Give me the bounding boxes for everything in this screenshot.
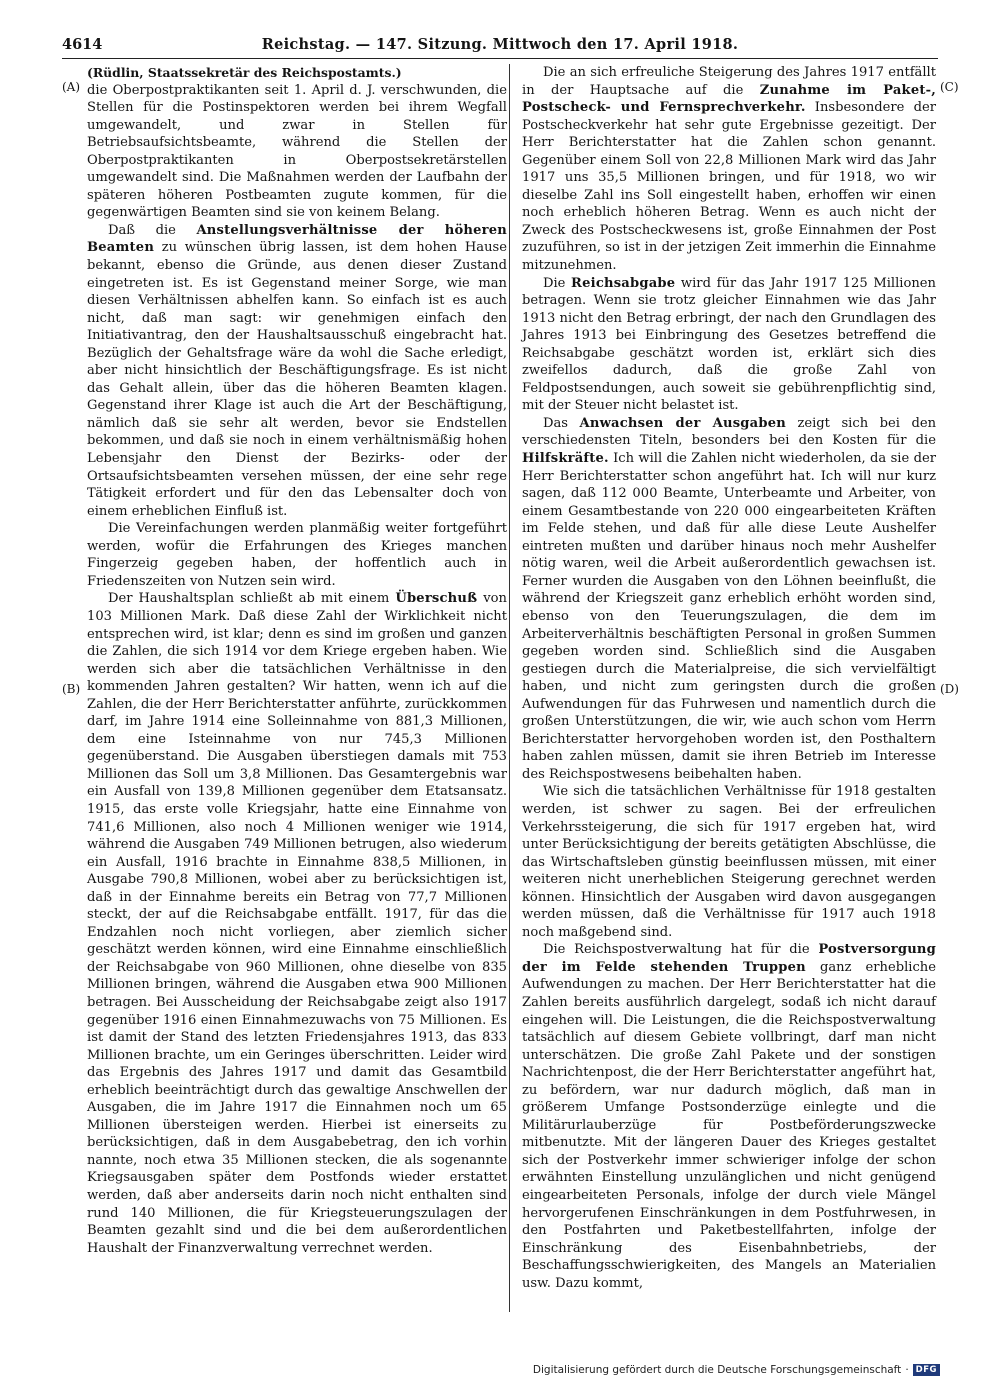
paragraph: Die Reichspostverwaltung hat für die Postversorgung der im Felde stehenden Truppen ganz erhebliche Aufwendungen zu machen. Der Herr Berichterstatter hat die Zahlen bereits ausführlich dargelegt, sodaß ich nicht darauf eingehen will. Die Leistungen, die die Reichspostverwaltung tatsächlich auf diesem Gebiete vollbringt, darf man nicht unterschätzen. Die große Zahl Pakete und der sonstigen Nachrichtenpost, die der Herr Berichterstatter angeführt hat, zu befördern, war nur dadurch möglich, daß man in größerem Umfange Postsonderzüge einlegte und die Militärurlauberzüge für Postbeförderungszwecke mitbenutzte. Mit der längeren Dauer des Krieges gestaltet sich der Postverkehr immer schwieriger infolge der schon erwähnten Einstellung unzulänglichen und nicht genügend eingearbeiteten Personals, infolge der durch viele Mängel hervorgerufenen Einschränkungen in dem Postfuhrwesen, in den Postfahrten und Paketbestellfahrten, infolge der Einschränkung des Eisenbahnbetriebs, der Beschaffungsschwierigkeiten, des Mangels an Materialien usw. Dazu kommt, — [522, 942, 936, 1291]
right-column — [522, 64, 936, 1292]
emphasis: Zunahme im Paket-, Postscheck- und Fernsprechverkehr. — [522, 82, 936, 116]
margin-marker-a: (A) — [62, 80, 81, 94]
paragraph: Wie sich die tatsächlichen Verhältnisse für 1918 gestalten werden, ist schwer zu sagen. Bei der erfreulichen Verkehrssteigerung, die sich für 1917 ergeben hat, wird unter Berücksichtigung der bereits getätigten Abschlüsse, die das Wirtschaftsleben günstig beeinflussen müssen, mit einer weiteren nicht unerheblichen Steigerung gerechnet werden können. Hinsichtlich der Ausgaben wird davon ausgegangen werden müssen, daß die Verhältnisse für 1917 auch 1918 noch maßgebend sind. — [522, 784, 936, 940]
header-title: Reichstag. — 147. Sitzung. Mittwoch den 17. April 1918. — [261, 36, 739, 53]
header-rule — [62, 58, 938, 59]
margin-marker-b: (B) — [62, 682, 81, 696]
paragraph: Die Reichsabgabe wird für das Jahr 1917 125 Millionen betragen. Wenn sie trotz gleicher Einnahmen wie das Jahr 1913 nicht den Betrag erbringt, der nach den Grundlagen des Jahres 1913 bei Einbringung des Gesetzes betreffend die Reichsabgabe geschätzt worden ist, erklärt sich dies zweifellos dadurch, daß die große Zahl von Feldpostsendungen, auch soweit sie gebührenpflichtig sind, mit der Steuer nicht belastet ist. — [522, 275, 936, 414]
emphasis: Überschuß — [395, 591, 478, 607]
emphasis: Postversorgung der im Felde stehenden Truppen — [522, 942, 936, 975]
paragraph: Das Anwachsen der Ausgaben zeigt sich bei den verschiedensten Titeln, besonders bei den Kosten für die Hilfskräfte. Ich will die Zahlen nicht wiederholen, da sie der Herr Berichterstatter schon angeführt hat. Ich will nur kurz sagen, daß 112 000 Beamte, Unterbeamte und Arbeiter, von einem Gesamtbestande von 220 000 eingearbeiteten Kräften im Felde stehen, und daß für alle diese Leute Aushelfer eintreten mußten und darüber hinaus noch mehr Aushelfer nötig waren, weil die Arbeit außerordentlich gewachsen ist. Ferner wurden die Ausgaben von den Löhnen beeinflußt, die während der Kriegszeit ganz erheblich erhöht worden sind, ebenso von den Teuerungszulagen, die dem im Arbeiterverhältnis beschäftigten Personal in großen Summen gegeben worden sind. Schließlich sind die Ausgaben gestiegen durch die Materialpreise, die sich vervielfältigt haben, und nicht zum geringsten durch die großen Aufwendungen für das Fuhrwesen und namentlich durch die großen Unterstützungen, die wir, wie auch schon vom Herrn Berichterstatter hervorgehoben worden ist, den Posthaltern haben zahlen müssen, damit sie ihren Betrieb im Interesse des Reichspostwesens beibehalten haben. — [522, 415, 937, 782]
column-divider — [509, 64, 510, 1312]
emphasis: Hilfskräfte. — [522, 451, 609, 467]
page-number: 4614 — [62, 36, 103, 53]
paragraph: die Oberpostpraktikanten seit 1. April d. J. verschwunden, die Stellen für die Postinspektoren werden bei ihrem Wegfall umgewandelt, und zwar in Stellen für Betriebsaufsichtsbeamte, während die Stellen der Oberpostpraktikanten in Oberpostsekretärstellen umgewandelt sind. Die Maßnahmen werden der Laufbahn der späteren höheren Postbeamten zugute kommen, für die gegenwärtigen Beamten sind sie von keinem Belang. — [87, 82, 507, 221]
speaker-label: (Rüdlin, Staatssekretär des Reichspostamts.) — [87, 65, 402, 80]
margin-marker-d: (D) — [940, 682, 959, 696]
emphasis: Reichsabgabe — [571, 275, 676, 291]
paragraph: Die an sich erfreuliche Steigerung des Jahres 1917 entfällt in der Hauptsache auf die Zunahme im Paket-, Postscheck- und Fernsprechverkehr. Insbesondere der Postscheckverkehr hat sehr gute Ergebnisse gezeitigt. Der Herr Berichterstatter hat die Zahlen schon genannt. Gegenüber einem Soll von 22,8 Millionen Mark wird das Jahr 1917 uns 35,5 Millionen bringen, und für 1918, wo wir dieselbe Zahl ins Soll eingestellt haben, erhoffen wir einen noch erheblich höheren Betrag. Wenn es auch nicht der Zweck des Postscheckwesens ist, große Einnahmen der Post zuzuführen, so ist in der jetzigen Zeit immerhin die Einnahme mitzunehmen. — [522, 65, 936, 274]
running-header — [62, 36, 938, 58]
digitization-footer: Digitalisierung gefördert durch die Deutsche Forschungsgemeinschaft · DFG — [533, 1362, 940, 1378]
margin-marker-c: (C) — [940, 80, 959, 94]
dfg-logo: DFG — [913, 1364, 940, 1376]
emphasis: Anwachsen der Ausgaben — [579, 415, 786, 431]
left-column — [87, 64, 507, 1257]
footer-text: Digitalisierung gefördert durch die Deutsche Forschungsgemeinschaft — [532, 1364, 902, 1376]
paragraph: Der Haushaltsplan schließt ab mit einem Überschuß von 103 Millionen Mark. Daß diese Zahl der Wirklichkeit nicht entsprechen wird, ist klar; denn es sind im großen und ganzen die Zahlen, die sich 1914 vor dem Kriege ergeben haben. Wie werden sich aber die tatsächlichen Verhältnisse in den kommenden Jahren gestalten? Wir hatten, wenn ich auf die Zahlen, die der Herr Berichterstatter anführte, zurückkommen darf, im Jahre 1914 eine Solleinnahme von 881,3 Millionen, dem eine Isteinnahme von nur 745,3 Millionen gegenüberstand. Die Ausgaben überstiegen damals mit 753 Millionen das Soll um 3,8 Millionen. Das Gesamtergebnis war ein Ausfall von 139,8 Millionen gegenüber dem Etatsansatz. 1915, das erste volle Kriegsjahr, hatte eine Einnahme von 741,6 Millionen, also noch 4 Millionen weniger wie 1914, während die Ausgaben 749 Millionen betrugen, also wiederum ein Ausfall, 1916 brachte in Einnahme 838,5 Millionen, in Ausgabe 790,8 Millionen, wobei aber zu berücksichtigen ist, daß in der Einnahme bereits ein Betrag von 77,7 Millionen steckt, der auf die Reichsabgabe entfällt. 1917, für das die Endzahlen noch nicht vorliegen, aber ziemlich sicher geschätzt werden können, wird eine Einnahme einschließlich der Reichsabgabe von 960 Millionen, ohne dieselbe von 835 Millionen bringen, während die Ausgaben etwa 900 Millionen betragen. Bei Ausscheidung der Reichsabgabe zeigt also 1917 gegenüber 1916 einen Einnahmezuwachs von 75 Millionen. Es ist damit der Stand des letzten Friedensjahres 1913, das 833 Millionen brachte, um ein Geringes überschritten. Leider wird das Ergebnis des Jahres 1917 und damit das Gesamtbild erheblich beeinträchtigt durch das gewaltige Anschwellen der Ausgaben, die im Jahre 1917 die Einnahmen noch um 65 Millionen übersteigen werden. Hierbei ist einerseits zu berücksichtigen, daß in dem Ausgabebetrag, den ich vorhin nannte, noch etwa 35 Millionen stecken, die als sogenannte Kriegsausgaben später dem Postfonds wieder erstattet werden, daß aber anderseits darin noch nicht enthalten sind rund 140 Millionen, die für Kriegsteuerungszulagen der Beamten gezahlt sind und die bei dem außerordentlichen Haushalt der Finanzverwaltung verrechnet werden. — [87, 591, 507, 1256]
emphasis: Anstellungsverhältnisse der höheren Beamten — [87, 222, 507, 256]
paragraph: Daß die Anstellungsverhältnisse der höheren Beamten zu wünschen übrig lassen, ist dem hohen Hause bekannt, ebenso die Gründe, aus denen dieser Zustand eingetreten ist. Es ist Gegenstand meiner Sorge, wie man diesen Verhältnissen abhelfen kann. So einfach ist es auch nicht, daß man sagt: wir genehmigen einfach den Initiativantrag, den der Haushaltsausschuß eingebracht hat. Bezüglich der Gehaltsfrage wäre da wohl die Sache erledigt, aber nicht hinsichtlich der Beschäftigungsfrage. Es ist nicht das Gehalt allein, über das die höheren Beamten klagen. Gegenstand ihrer Klage ist auch die Art der Beschäftigung, nämlich daß sie sehr alt werden, bevor sie Endstellen bekommen, und daß sie noch in einem verhältnismäßig hohen Lebensjahr den Dienst der Bezirks- oder der Ortsaufsichtsbeamten versehen müssen, der eine sehr rege Tätigkeit erfordert und für den das Lebensalter doch von einem erheblichen Einfluß ist. — [87, 222, 507, 519]
paragraph: Die Vereinfachungen werden planmäßig weiter fortgeführt werden, wofür die Erfahrungen des Krieges manchen Fingerzeig gegeben haben, der hoffentlich auch in Friedenszeiten von Nutzen sein wird. — [87, 521, 507, 589]
